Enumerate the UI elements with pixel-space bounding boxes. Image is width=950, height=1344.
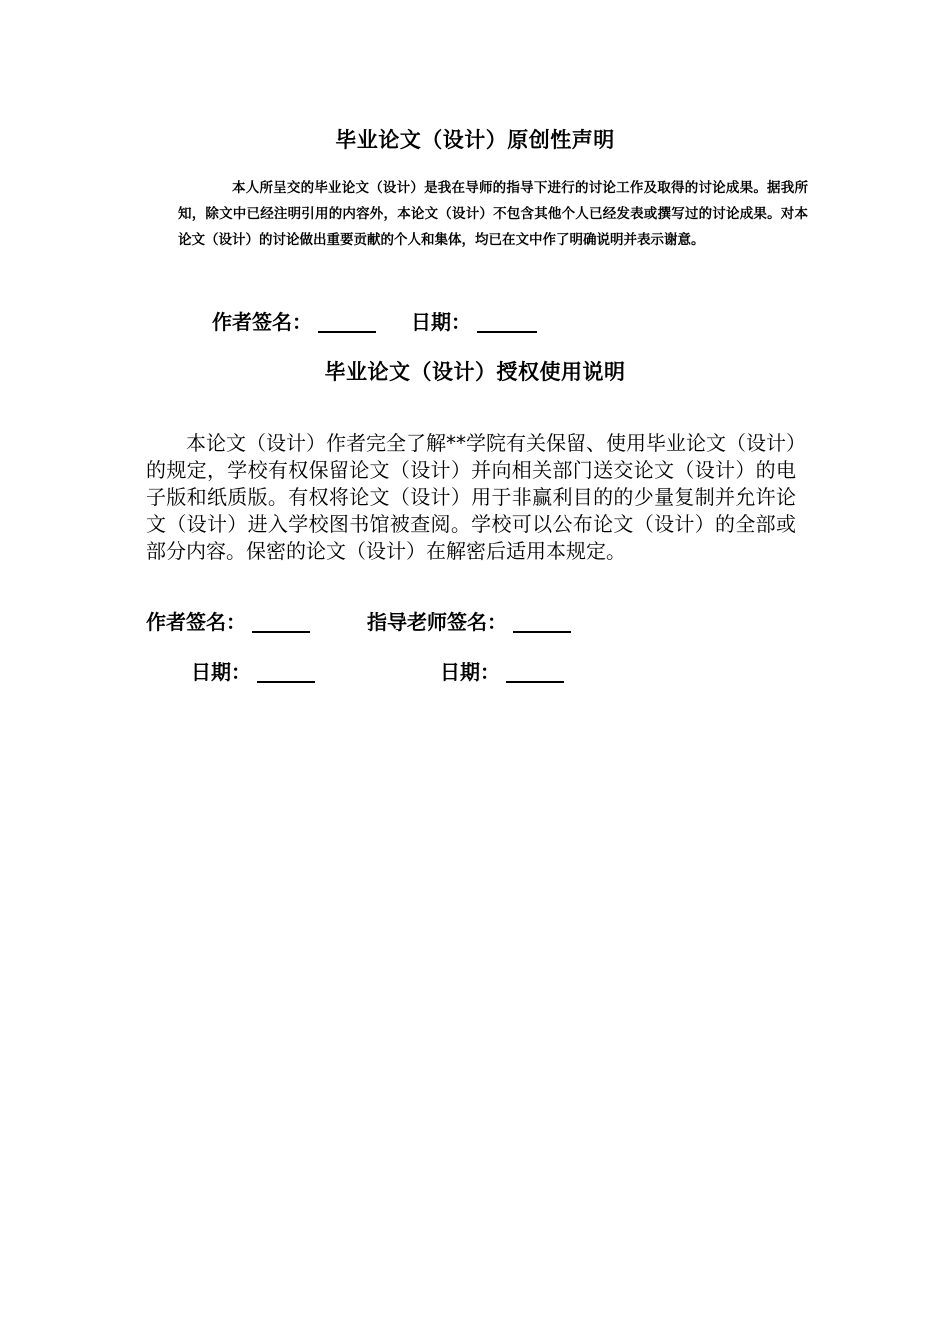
- authorization-advisor-signature: [367, 606, 571, 635]
- authorization-author-signature: [146, 606, 310, 635]
- authorization-statement: 本论文（设计）作者完全了解**学院有关保留、使用毕业论文（设计）的规定，学校有权保留论文（设计）并向相关部门送交论文（设计）的电子版和纸质版。有权将论文（设计）用于非赢利目的的少量复制并允许论文（设计）进入学校图书馆被查阅。学校可以公布论文（设计）的全部或部分内容。保密的论文（设计）在解密后适用本规定。: [146, 431, 796, 563]
- author-date-line: [257, 679, 315, 683]
- author-signature-label: 作者签名：: [146, 610, 246, 634]
- date-line: [477, 329, 537, 333]
- author-signature-line: [252, 629, 310, 633]
- advisor-signature-line: [513, 629, 571, 633]
- originality-statement: 本人所呈交的毕业论文（设计）是我在导师的指导下进行的讨论工作及取得的讨论成果。据我所知，除文中已经注明引用的内容外，本论文（设计）不包含其他个人已经发表或撰写过的讨论成果。对本论文（设计）的讨论做出重要贡献的个人和集体，均已在文中作了明确说明并表示谢意。: [178, 180, 808, 248]
- advisor-date-label: 日期：: [440, 660, 500, 684]
- date-label: 日期：: [411, 310, 471, 334]
- originality-author-signature: [212, 306, 376, 335]
- advisor-date-line: [506, 679, 564, 683]
- author-date-label: 日期：: [191, 660, 251, 684]
- authorization-advisor-date: [440, 656, 564, 685]
- advisor-signature-label: 指导老师签名：: [367, 610, 507, 634]
- author-signature-label: 作者签名：: [212, 310, 312, 334]
- originality-date: [411, 306, 537, 335]
- authorization-author-date: [191, 656, 315, 685]
- authorization-title: 毕业论文（设计）授权使用说明: [324, 360, 626, 384]
- author-signature-line: [318, 329, 376, 333]
- originality-title: 毕业论文（设计）原创性声明: [335, 128, 615, 152]
